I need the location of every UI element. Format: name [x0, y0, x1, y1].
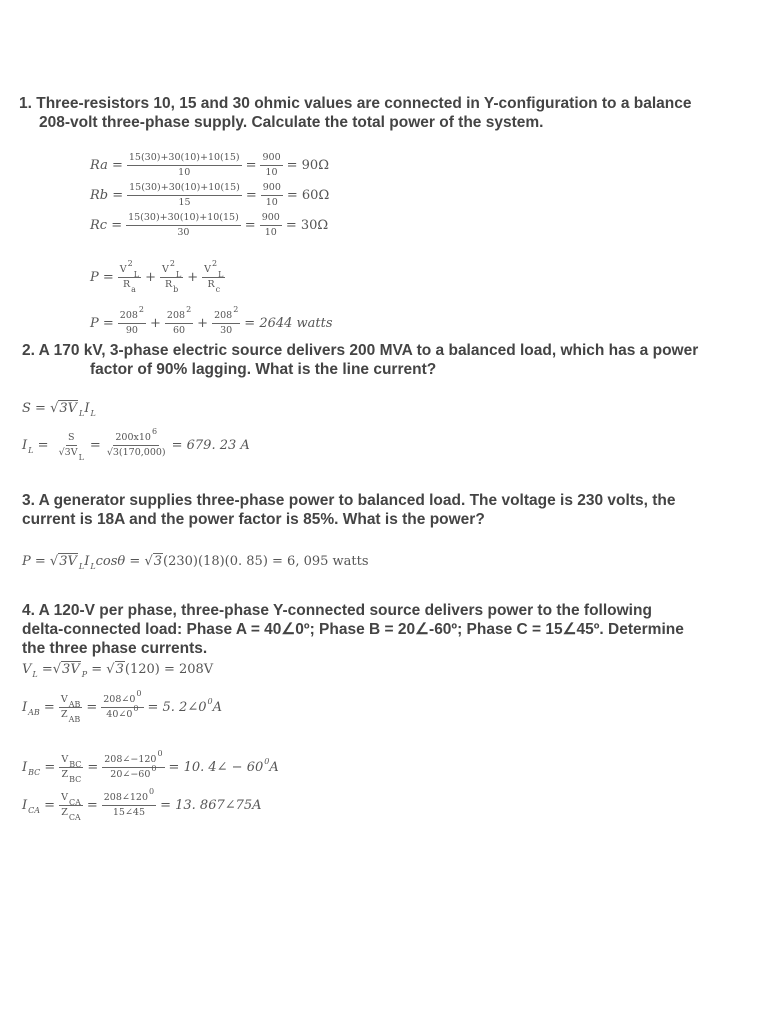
equation-power-formula: P = $\frac{V^2_L}{R_a}$ + $\frac{V^2_L}{R_b}$ + $\frac{V^2_L}{R_c}$ [90, 259, 224, 294]
equation-current-ca: I CA = $\frac{V_{CA}}{Z_{CA}}$ = $\frac{208\angle 120^0}{15\angle 45}$ = 13. 867∠75A [22, 787, 262, 822]
problem-2-text-line1: 2. A 170 kV, 3-phase electric source delivers 200 MVA to a balanced load, which has a power [22, 342, 699, 359]
problem-1-text-line1: 1. Three-resistors 10, 15 and 30 ohmic values are connected in Y-configuration to a balance [19, 95, 692, 112]
equation-apparent-power: S = √3V L I L [22, 401, 96, 418]
problem-1-text-line2: 208-volt three-phase supply. Calculate the total power of the system. [39, 114, 544, 131]
equation-current-bc: I BC = $\frac{V_{BC}}{Z_{BC}}$ = $\frac{208\angle-120^0}{20\angle-60^0}$ = 10. 4∠ − 60 0 A [22, 749, 279, 784]
equation-ra: Ra = $\frac{15(30)+30(10)+10(15)}{10}$ = $\frac{900}{10}$ = 90Ω [90, 152, 329, 178]
equation-current-ab: I AB = $\frac{V_{AB}}{Z_{AB}}$ = $\frac{208\angle 0^0}{40\angle 0^0}$ = 5. 2∠0 0 A [22, 689, 222, 724]
equation-power-value: P = $\frac{208^2}{90}$ + $\frac{208^2}{60}$ + $\frac{208^2}{30}$ = 2644 watts [90, 305, 333, 336]
problem-3-text-line1: 3. A generator supplies three-phase power to balanced load. The voltage is 230 volts, the [22, 492, 676, 509]
equation-line-voltage: V L = √3V P = √3 (120) = 208V [22, 662, 214, 679]
problem-4-text-line3: the three phase currents. [22, 640, 208, 657]
equation-power-3: P = √3V L I L cosθ = √3 (230)(18)(0. 85) = 6, 095 watts [22, 554, 369, 571]
equation-rb: Rb = $\frac{15(30)+30(10)+10(15)}{15}$ = $\frac{900}{10}$ = 60Ω [90, 182, 330, 208]
problem-3-text-line2: current is 18A and the power factor is 85%. What is the power? [22, 511, 485, 528]
equation-rc: Rc = $\frac{15(30)+30(10)+10(15)}{30}$ = $\frac{900}{10}$ = 30Ω [90, 212, 329, 238]
problem-4-text-line1: 4. A 120-V per phase, three-phase Y-connected source delivers power to the following [22, 602, 652, 619]
problem-2-text-line2: factor of 90% lagging. What is the line current? [90, 361, 437, 378]
problem-4-text-line2: delta-connected load: Phase A = 40∠0º; Phase B = 20∠-60º; Phase C = 15∠45º. Determine [22, 621, 684, 638]
equation-line-current: I L = $\frac{S}{√3V_L}$ = $\frac{200x10^6}{√3(170,000)}$ = 679. 23 A [22, 427, 250, 462]
